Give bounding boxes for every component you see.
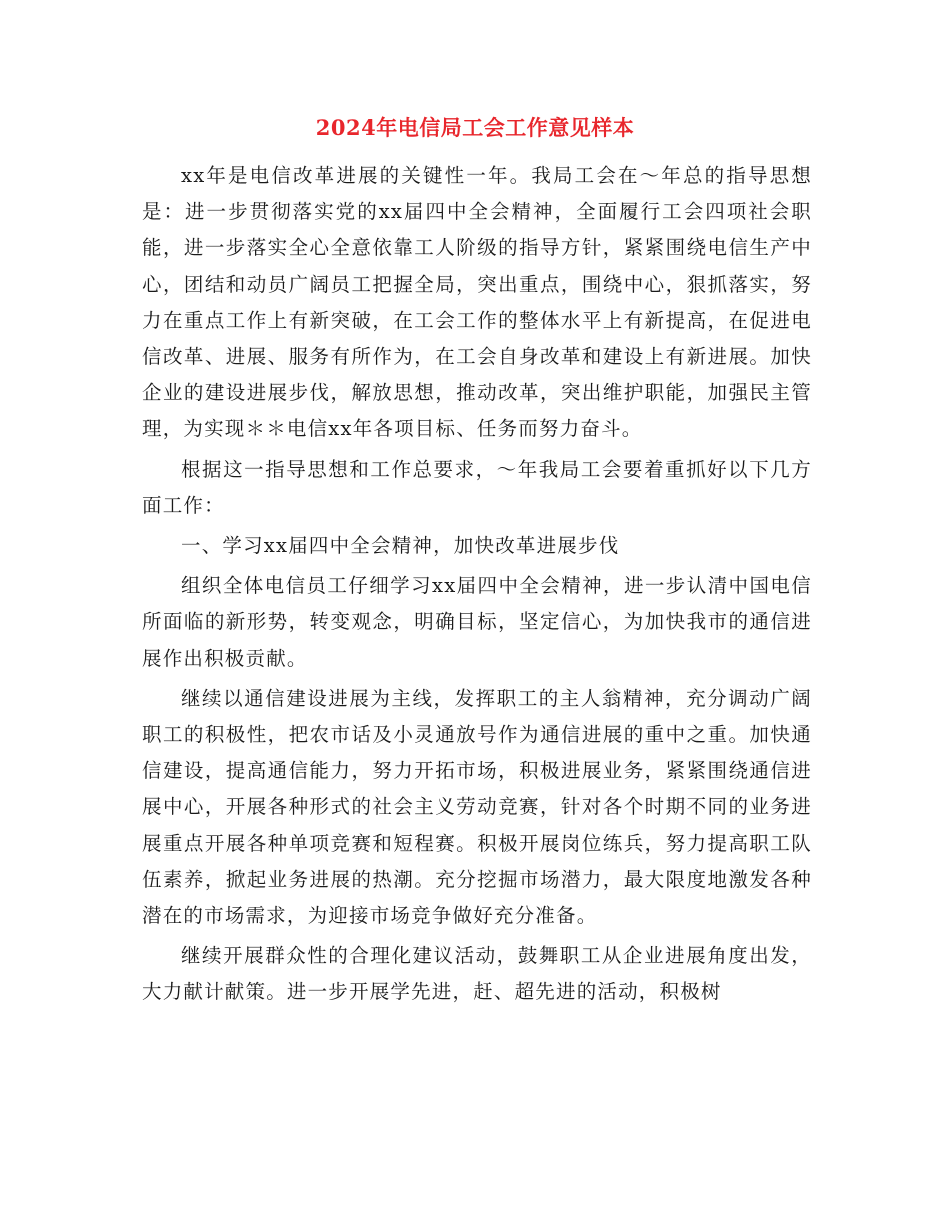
- paragraph-work-requirements: 根据这一指导思想和工作总要求，～年我局工会要着重抓好以下几方面工作：: [142, 457, 812, 517]
- paragraph-study-plenum: 组织全体电信员工仔细学习xx届四中全会精神，进一步认清中国电信所面临的新形势，转变观念，明确目标，坚定信心，为加快我市的通信进展作出积极贡献。: [142, 574, 812, 670]
- document-title: 2024年电信局工会工作意见样本: [315, 115, 635, 140]
- paragraph-guiding-thought: xx年是电信改革进展的关键性一年。我局工会在～年总的指导思想是：进一步贯彻落实党的xx届四中全会精神，全面履行工会四项社会职能，进一步落实全心全意依靠工人阶级的指导方针，紧紧围绕电信生产中心，团结和动员广阔员工把握全局，突出重点，围绕中心，狠抓落实，努力在重点工作上有新突破，在工会工作的整体水平上有新提高，在促进电信改革、进展、服务有所作为，在工会自身改革和建设上有新进展。加快企业的建设进展步伐，解放思想，推动改革，突出维护职能，加强民主管理，为实现＊＊电信xx年各项目标、任务而努力奋斗。: [142, 164, 812, 441]
- paragraph-communication-development: 继续以通信建设进展为主线，发挥职工的主人翁精神，充分调动广阔职工的积极性，把农市话及小灵通放号作为通信进展的重中之重。加快通信建设，提高通信能力，努力开拓市场，积极进展业务，紧紧围绕通信进展中心，开展各种形式的社会主义劳动竞赛，针对各个时期不同的业务进展重点开展各种单项竞赛和短程赛。积极开展岗位练兵，努力提高职工队伍素养，掀起业务进展的热潮。充分挖掘市场潜力，最大限度地激发各种潜在的市场需求，为迎接市场竞争做好充分准备。: [142, 686, 812, 928]
- document-body: [142, 158, 812, 1015]
- section-heading-1: 一、学习xx届四中全会精神，加快改革进展步伐: [181, 534, 620, 558]
- paragraph-rationalization-proposals: 继续开展群众性的合理化建议活动，鼓舞职工从企业进展角度出发，大力献计献策。进一步开展学先进，赶、超先进的活动，积极树: [142, 944, 812, 1004]
